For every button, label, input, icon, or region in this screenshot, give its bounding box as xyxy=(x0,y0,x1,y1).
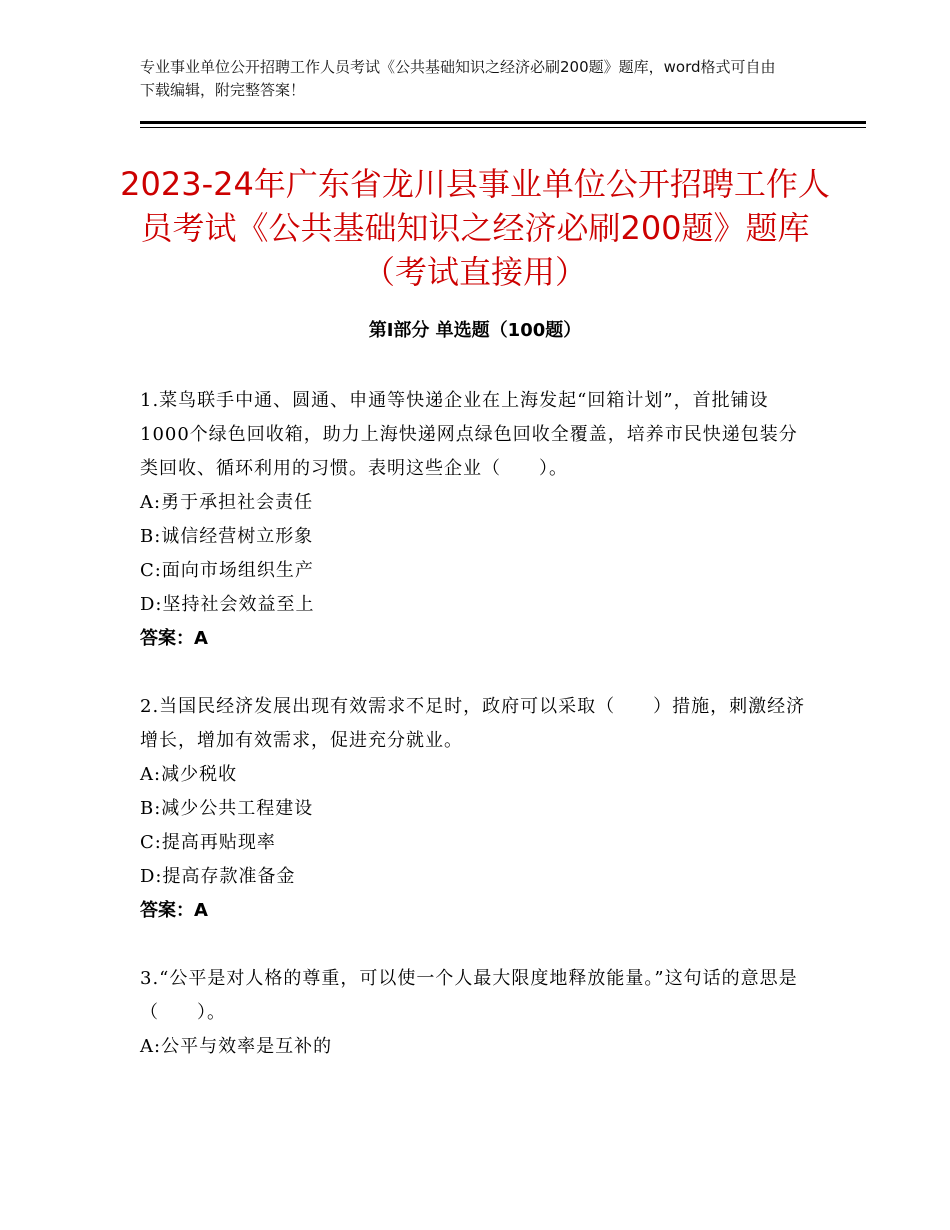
option-d: D:坚持社会效益至上 xyxy=(140,594,315,615)
option-c: C:面向市场组织生产 xyxy=(140,560,314,581)
section-title: 第I部分 单选题（100题） xyxy=(368,320,582,341)
question-stem: 1.菜鸟联手中通、圆通、申通等快递企业在上海发起“回箱计划”，首批铺设1000个绿色回收箱，助力上海快递网点绿色回收全覆盖，培养市民快递包装分类回收、循环利用的习惯。表明这些企业（ ）。 xyxy=(140,390,798,479)
question-1 xyxy=(140,384,808,656)
header-rule-thin xyxy=(140,127,866,128)
question-list xyxy=(140,384,808,1098)
option-c: C:提高再贴现率 xyxy=(140,832,276,853)
option-a: A:公平与效率是互补的 xyxy=(140,1036,333,1057)
question-stem: 2.当国民经济发展出现有效需求不足时，政府可以采取（ ）措施，刺激经济增长，增加有效需求，促进充分就业。 xyxy=(140,696,806,751)
header-note: 专业事业单位公开招聘工作人员考试《公共基础知识之经济必刷200题》题库，word格式可自由下载编辑，附完整答案！ xyxy=(140,58,776,99)
answer-label: 答案：A xyxy=(140,628,208,649)
option-b: B:诚信经营树立形象 xyxy=(140,526,314,547)
option-b: B:减少公共工程建设 xyxy=(140,798,314,819)
answer-label: 答案：A xyxy=(140,900,208,921)
option-a: A:减少税收 xyxy=(140,764,238,785)
question-3 xyxy=(140,962,808,1064)
document-title: 2023-24年广东省龙川县事业单位公开招聘工作人员考试《公共基础知识之经济必刷200题》题库（考试直接用） xyxy=(120,165,830,291)
question-stem: 3.“公平是对人格的尊重，可以使一个人最大限度地释放能量。”这句话的意思是（ ）。 xyxy=(140,968,798,1023)
header-rule-thick xyxy=(140,121,866,124)
question-2 xyxy=(140,690,808,928)
option-d: D:提高存款准备金 xyxy=(140,866,296,887)
option-a: A:勇于承担社会责任 xyxy=(140,492,314,513)
